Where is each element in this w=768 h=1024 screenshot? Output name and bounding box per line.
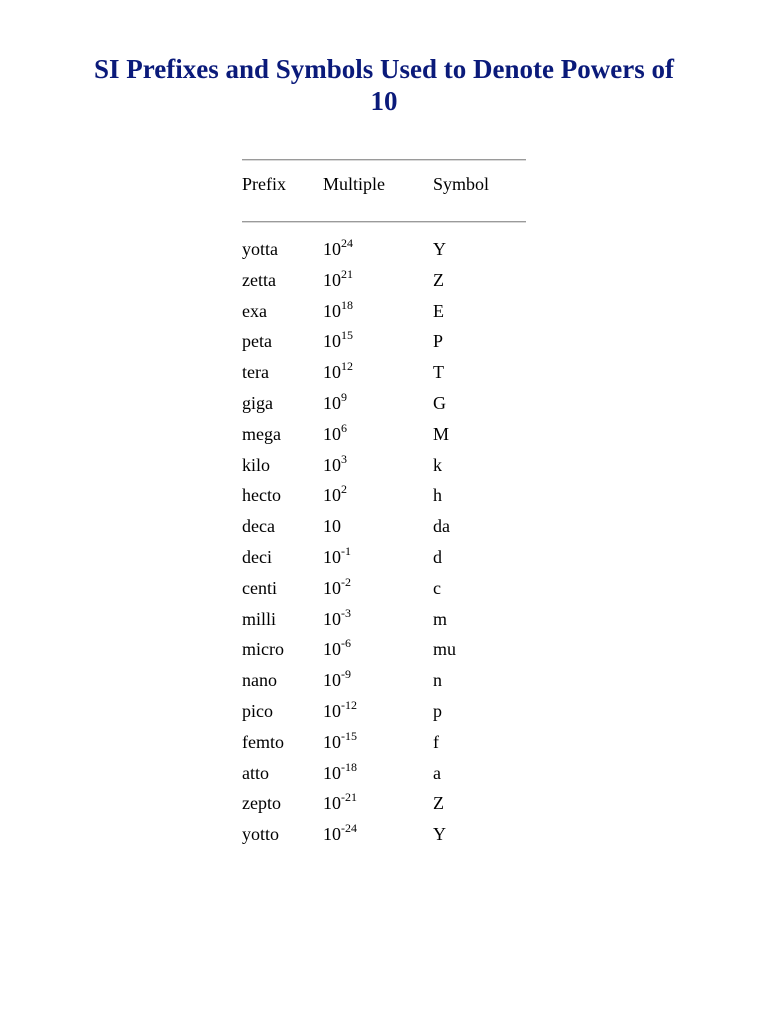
multiple-base: 10	[323, 454, 341, 475]
table-row	[242, 480, 526, 511]
multiple-cell	[323, 451, 347, 476]
symbol-cell: G	[433, 392, 446, 413]
symbol-cell: Y	[433, 824, 446, 845]
page-title: SI Prefixes and Symbols Used to Denote Powers of 10	[94, 54, 674, 116]
prefix-cell: yotta	[242, 239, 278, 259]
multiple-exponent: -12	[341, 697, 357, 712]
multiple-exponent: -21	[341, 790, 357, 805]
multiple-exponent: -9	[341, 667, 351, 682]
symbol-cell: c	[433, 577, 441, 598]
table-row	[242, 573, 526, 604]
table-row	[242, 357, 526, 388]
symbol-cell: E	[433, 300, 444, 321]
multiple-cell	[323, 638, 351, 660]
symbol-cell: f	[433, 731, 439, 752]
multiple-cell	[323, 266, 353, 291]
table-row	[242, 727, 526, 758]
symbol-cell: k	[433, 454, 442, 475]
prefix-cell: milli	[242, 608, 277, 629]
multiple-base: 10	[323, 762, 341, 783]
multiple-exponent: 6	[341, 420, 347, 435]
symbol-cell: Y	[433, 239, 446, 259]
symbol-cell: mu	[433, 639, 457, 660]
table-row	[242, 419, 526, 450]
multiple-exponent: 15	[341, 328, 353, 343]
prefix-cell: giga	[242, 392, 273, 413]
symbol-cell: a	[433, 762, 441, 783]
multiple-cell	[323, 605, 351, 630]
prefix-cell: peta	[242, 331, 272, 352]
multiple-base: 10	[323, 824, 341, 845]
multiple-cell	[323, 361, 353, 383]
prefix-cell: nano	[242, 670, 277, 691]
symbol-cell: P	[433, 331, 444, 352]
multiple-exponent: 12	[341, 359, 353, 374]
table-row	[242, 819, 526, 850]
symbol-cell: M	[433, 423, 450, 444]
prefix-cell: atto	[242, 762, 269, 783]
table-row	[242, 326, 526, 357]
prefix-cell: yotto	[242, 824, 280, 845]
si-prefix-table	[242, 159, 526, 850]
multiple-exponent: -24	[341, 821, 357, 836]
multiple-cell	[323, 574, 351, 599]
table-row	[242, 604, 526, 635]
symbol-cell: Z	[433, 269, 444, 290]
multiple-exponent: 18	[341, 297, 353, 312]
table-header-rule	[242, 221, 526, 223]
multiple-cell	[323, 792, 357, 814]
multiple-cell	[323, 330, 353, 352]
multiple-exponent: 2	[341, 482, 347, 497]
table-row	[242, 265, 526, 296]
prefix-cell: mega	[242, 423, 281, 444]
prefix-cell: femto	[242, 731, 284, 752]
header-symbol: Symbol	[433, 174, 490, 194]
multiple-exponent: 21	[341, 266, 353, 281]
multiple-base: 10	[323, 700, 341, 721]
symbol-cell: da	[433, 516, 450, 537]
symbol-cell: h	[433, 485, 442, 506]
multiple-cell	[323, 697, 357, 722]
multiple-exponent: 3	[341, 451, 347, 466]
table-row	[242, 234, 526, 265]
multiple-base: 10	[323, 269, 341, 290]
multiple-exponent: 24	[341, 236, 353, 250]
multiple-cell	[323, 669, 351, 691]
symbol-cell: T	[433, 362, 444, 383]
prefix-cell: tera	[242, 362, 269, 383]
table-row	[242, 696, 526, 727]
prefix-cell: deci	[242, 546, 272, 567]
multiple-cell	[323, 515, 341, 537]
multiple-base: 10	[323, 639, 341, 660]
symbol-cell: n	[433, 670, 442, 691]
table-row	[242, 542, 526, 573]
multiple-base: 10	[323, 423, 341, 444]
multiple-exponent: -18	[341, 759, 357, 774]
multiple-exponent: -15	[341, 728, 357, 743]
multiple-base: 10	[323, 793, 341, 814]
header-prefix: Prefix	[242, 174, 286, 194]
multiple-cell	[323, 759, 357, 784]
table-row	[242, 388, 526, 419]
symbol-cell: p	[433, 700, 442, 721]
multiple-exponent: 9	[341, 389, 347, 404]
table-row	[242, 788, 526, 819]
multiple-cell	[323, 238, 353, 260]
multiple-base: 10	[323, 300, 341, 321]
table-header-row	[242, 161, 526, 221]
symbol-cell: d	[433, 546, 442, 567]
table-row	[242, 296, 526, 327]
multiple-base: 10	[323, 392, 341, 413]
header-multiple: Multiple	[323, 174, 385, 194]
table-row	[242, 511, 526, 542]
multiple-base: 10	[323, 331, 341, 352]
multiple-base: 10	[323, 546, 341, 567]
multiple-cell	[323, 297, 353, 322]
prefix-cell: exa	[242, 300, 267, 321]
multiple-cell	[323, 484, 347, 506]
symbol-cell: m	[433, 608, 448, 629]
prefix-cell: centi	[242, 577, 277, 598]
prefix-cell: kilo	[242, 454, 271, 475]
multiple-exponent: -6	[341, 636, 351, 651]
prefix-cell: pico	[242, 700, 273, 721]
multiple-base: 10	[323, 516, 341, 537]
multiple-cell	[323, 420, 347, 445]
prefix-cell: zepto	[242, 793, 281, 814]
multiple-base: 10	[323, 577, 341, 598]
multiple-base: 10	[323, 362, 341, 383]
multiple-cell	[323, 389, 347, 414]
multiple-exponent: -2	[341, 574, 351, 589]
multiple-cell	[323, 543, 351, 568]
multiple-cell	[323, 823, 357, 845]
prefix-cell: deca	[242, 516, 275, 537]
multiple-exponent: -3	[341, 605, 351, 620]
multiple-base: 10	[323, 731, 341, 752]
table-row	[242, 758, 526, 789]
prefix-cell: zetta	[242, 269, 276, 290]
multiple-cell	[323, 728, 357, 753]
table-row	[242, 665, 526, 696]
multiple-base: 10	[323, 485, 341, 506]
multiple-base: 10	[323, 239, 341, 259]
table-row	[242, 634, 526, 665]
table-body	[242, 234, 526, 850]
multiple-exponent: -1	[341, 543, 351, 558]
prefix-cell: hecto	[242, 485, 281, 506]
multiple-base: 10	[323, 608, 341, 629]
prefix-cell: micro	[242, 639, 284, 660]
table-row	[242, 450, 526, 481]
multiple-base: 10	[323, 670, 341, 691]
symbol-cell: Z	[433, 793, 444, 814]
